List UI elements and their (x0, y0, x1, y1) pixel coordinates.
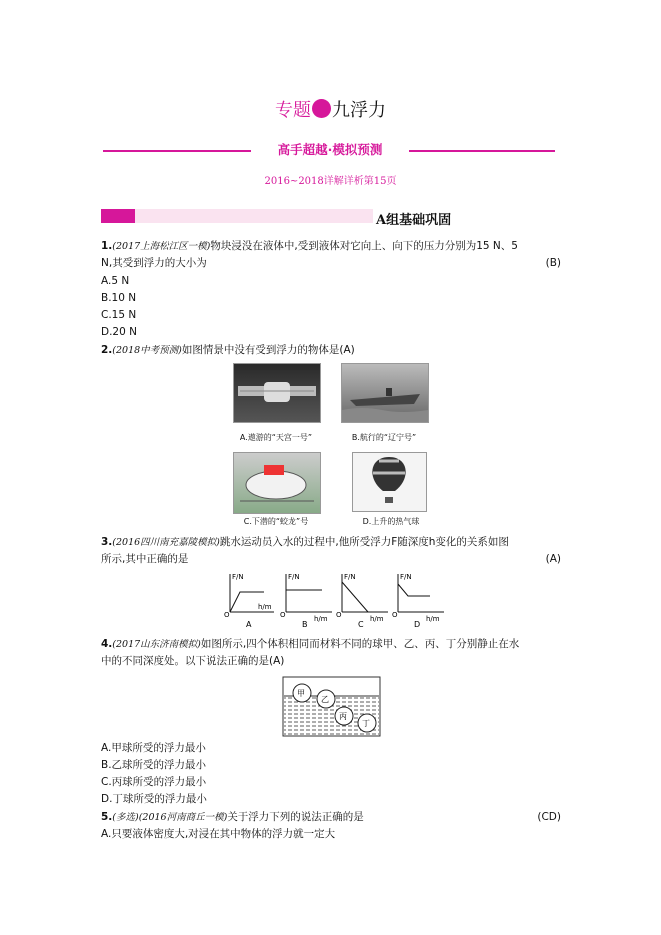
graph-c-ylabel: F/N (344, 573, 356, 581)
q1-answer: (B) (545, 257, 561, 269)
q1-text-2: N,其受到浮力的大小为 (101, 257, 207, 269)
q3-text: 跳水运动员入水的过程中,他所受浮力F随深度h变化的关系如图 (219, 536, 509, 548)
liaoning-image (341, 363, 429, 423)
caption-c: C.下潜的“蛟龙”号 (243, 517, 309, 526)
aircraft-carrier-icon (342, 364, 428, 422)
graph-b-label: B (302, 620, 308, 629)
q5-source: (多选)(2016河南商丘一模) (112, 812, 228, 823)
space-station-icon (234, 364, 320, 422)
graph-b-xlabel: h/m (314, 615, 328, 623)
graph-d-origin: O (392, 611, 398, 619)
title-prefix: 专题 (275, 100, 311, 121)
q1-option-c: C.15 N (101, 309, 137, 321)
page-title (0, 96, 661, 122)
q4-option-c: C.丙球所受的浮力最小 (101, 776, 207, 788)
graph-d-xlabel: h/m (426, 615, 440, 623)
graph-a-ylabel: F/N (232, 573, 244, 581)
q3-line1 (101, 534, 561, 551)
graph-c-xlabel: h/m (370, 615, 384, 623)
graph-c (336, 573, 388, 629)
title-suffix: 九浮力 (332, 100, 386, 121)
q5-line (101, 809, 561, 826)
q4-option-d: D.丁球所受的浮力最小 (101, 793, 207, 805)
ball-bing-label: 丙 (339, 712, 347, 721)
graph-c-label: C (358, 620, 364, 629)
graph-b (280, 573, 332, 629)
caption-b: B.航行的“辽宁号” (351, 433, 417, 442)
section-title: A组基础巩固 (376, 213, 452, 228)
banner (103, 140, 555, 162)
q4-line2: 中的不同深度处。以下说法正确的是(A) (101, 655, 285, 667)
q1-option-d: D.20 N (101, 326, 137, 338)
q3-source: (2016四川南充嘉陵模拟) (112, 537, 220, 548)
q1-number: 1. (101, 240, 113, 252)
ball-bing (335, 707, 353, 725)
q4-text: 如图所示,四个体积相同而材料不同的球甲、乙、丙、丁分别静止在水 (200, 638, 520, 650)
graph-a (224, 573, 274, 629)
q1-option-b: B.10 N (101, 292, 137, 304)
q4-option-b: B.乙球所受的浮力最小 (101, 759, 207, 771)
q4-number: 4. (101, 638, 113, 650)
ball-yi-label: 乙 (321, 695, 329, 704)
q5-number: 5. (101, 811, 113, 823)
graph-a-origin: O (224, 611, 230, 619)
q2-source: (2018中考预测) (112, 345, 182, 356)
q1-source: (2017上海松江区一模) (112, 241, 211, 252)
ball-jia (293, 684, 311, 702)
ball-ding (358, 714, 376, 732)
q2-number: 2. (101, 344, 113, 356)
jiaolong-image (233, 452, 321, 514)
ball-jia-label: 甲 (297, 689, 305, 698)
q4-container-diagram (282, 676, 382, 738)
q4-option-a: A.甲球所受的浮力最小 (101, 742, 206, 754)
q3-text-2: 所示,其中正确的是 (101, 553, 189, 565)
ball-yi (317, 690, 335, 708)
q5-answer: (CD) (537, 811, 561, 823)
tiangong-image (233, 363, 321, 423)
balloon-image (352, 452, 427, 512)
ball-ding-label: 丁 (362, 719, 370, 728)
graph-b-origin: O (280, 611, 286, 619)
graph-d-ylabel: F/N (400, 573, 412, 581)
graph-b-ylabel: F/N (288, 573, 300, 581)
q2-line (101, 342, 561, 359)
graph-d (392, 573, 444, 629)
graph-c-origin: O (336, 611, 342, 619)
graph-d-label: D (414, 620, 421, 629)
q1-line1 (101, 238, 561, 255)
q5-option-a: A.只要液体密度大,对浸在其中物体的浮力就一定大 (101, 828, 336, 840)
reference-note: 2016~2018详解详析第15页 (264, 176, 397, 187)
q1-line2 (101, 255, 561, 272)
graph-a-xlabel: h/m (258, 603, 272, 611)
submersible-icon (234, 453, 320, 513)
q3-graphs (220, 568, 452, 630)
banner-line-left (103, 150, 251, 152)
caption-d: D.上升的热气球 (362, 517, 420, 526)
section-bar (101, 209, 373, 223)
q5-text: 关于浮力下列的说法正确的是 (227, 811, 364, 823)
q2-text: 如图情景中没有受到浮力的物体是(A) (181, 344, 355, 356)
q3-line2 (101, 551, 561, 568)
q3-number: 3. (101, 536, 113, 548)
q1-option-a: A.5 N (101, 275, 130, 287)
hot-air-balloon-icon (353, 453, 426, 511)
q4-source: (2017山东济南模拟) (112, 639, 201, 650)
banner-text: 高手超越·模拟预测 (277, 142, 383, 157)
banner-line-right (409, 150, 555, 152)
q1-text: 物块浸没在液体中,受到液体对它向上、向下的压力分别为15 N、5 (210, 240, 518, 252)
q3-answer: (A) (545, 553, 561, 565)
q4-line1 (101, 636, 561, 653)
section-tag (101, 209, 135, 223)
caption-a: A.遨游的“天宫一号” (239, 433, 313, 442)
title-circle-icon (312, 99, 331, 118)
graph-a-label: A (246, 620, 252, 629)
